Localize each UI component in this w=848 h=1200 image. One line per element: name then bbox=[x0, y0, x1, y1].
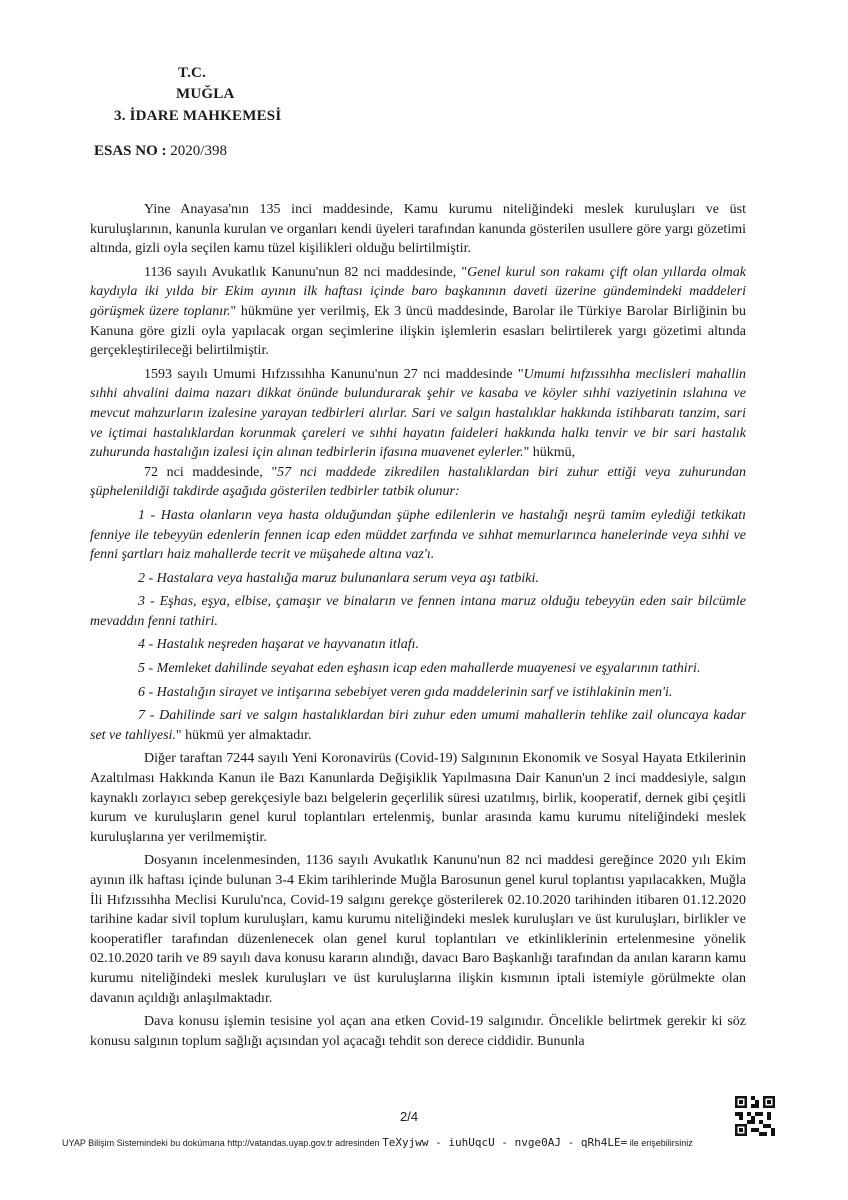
case-number-value: 2020/398 bbox=[170, 143, 227, 159]
header-country: T.C. bbox=[178, 65, 207, 81]
page-number: 2/4 bbox=[400, 1109, 419, 1124]
footer-verification bbox=[62, 1136, 693, 1149]
case-number-label: ESAS NO : bbox=[94, 143, 167, 159]
paragraph: Yine Anayasa'nın 135 inci maddesinde, Kamu kurumu niteliğindeki meslek kuruluşları ve üst kuruluşlarının, kanunla kurulan ve organları kendi üyeleri tarafından kanunda gösterilen usullere göre yargı gözetimi altında, gizli oyla seçilen kamu tüzel kişilikleri olduğu belirtilmiştir. bbox=[90, 202, 746, 257]
footer-suffix: ile erişebilirsiniz bbox=[629, 1138, 693, 1148]
list-item: 7 - Dahilinde sari ve salgın hastalıklardan biri zuhur eden umumi mahallerin tehlike zail oluncaya kadar set ve tahliyesi." hükmü yer almaktadır. bbox=[90, 708, 746, 743]
paragraph: Dosyanın incelenmesinden, 1136 sayılı Avukatlık Kanunu'nun 82 nci maddesi gereğince 2020 yılı Ekim ayının ilk haftası içinde bulunan 3-4 Ekim tarihlerinde Muğla Barosunun genel kurul toplantısı yapılacakken, Muğla İli Hıfzıssıhha Meclisi Kurulu'nca, Covid-19 salgını gerekçe gösterilerek 02.10.2020 tarihinden itibaren 01.12.2020 tarihine kadar sivil toplum kuruluşları, kamu kurumu niteliğindeki meslek kuruluşları ve üst kuruluşları, birlikler ve kooperatifler tarafından düzenlenecek olan genel kurul toplantıları ve etkinliklerinin ertelenmesine yönelik 02.10.2020 tarih ve 89 sayılı dava konusu kararın alındığı, davacı Baro Başkanlığı tarafından da anılan kararın kamu kurumu niteliğindeki meslek kuruluşları ve üst kuruluşlarına ilişkin kısmının iptali istemiyle görülmekte olan davanın açıldığı anlaşılmaktadır. bbox=[90, 853, 746, 1006]
paragraph: Diğer taraftan 7244 sayılı Yeni Koronavirüs (Covid-19) Salgınının Ekonomik ve Sosyal Hayata Etkilerinin Azaltılması Hakkında Kanun ile Bazı Kanunlarda Değişiklik Yapılmasına Dair Kanun'un 2 inci maddesiyle, salgın kaynaklı zorlayıcı sebep gerekçesiyle bazı belgelerin geçerlilik süresi uzatılmış, birlik, kooperatif, dernek gibi çeşitli kurum ve kuruluşların genel kurul toplantıları ertelenmiş, bunlar arasında kamu kurumu niteliğindeki meslek kuruluşlarına yer verilmemiştir. bbox=[90, 751, 746, 845]
header-court: 3. İDARE MAHKEMESİ bbox=[114, 108, 282, 124]
list-item: 5 - Memleket dahilinde seyahat eden eşhasın icap eden mahallerde muayenesi ve eşyalarının tathiri. bbox=[138, 661, 701, 677]
list-item: 2 - Hastalara veya hastalığa maruz bulunanlara serum veya aşı tatbiki. bbox=[138, 570, 539, 586]
paragraph: 1593 sayılı Umumi Hıfzıssıhha Kanunu'nun 27 nci maddesinde "Umumi hıfzıssıhha meclisleri mahallin sıhhi ahvalini daima nazarı dikkat önünde bulundurarak şehir ve kasaba ve köyler sıhhi vaziyetinin ıslahına ve mevcut mahzurların izalesine yarayan tedbirleri alırlar. Sari ve salgın hastalıklar hakkında istihbaratı tanzim, sari ve içtimai hastalıklardan korunmak çareleri ve sıhhi hayatın faideleri hakkında halkı tenvir ve bir sari hastalık zuhurunda hastalığın izalesi için alınan tedbirlerin ifasına muavenet eylerler." hükmü, bbox=[90, 366, 746, 461]
list-item: 3 - Eşhas, eşya, elbise, çamaşır ve binaların ve fennen intana maruz olduğu tebeyyün eden sair bilcümle mevaddın fenni tathiri. bbox=[90, 594, 746, 629]
list-item: 4 - Hastalık neşreden haşarat ve hayvanatın itlafı. bbox=[138, 637, 419, 653]
footer-text: UYAP Bilişim Sistemindeki bu dokümana http://vatandas.uyap.gov.tr adresinden bbox=[62, 1138, 380, 1148]
paragraph: 1136 sayılı Avukatlık Kanunu'nun 82 nci maddesinde, "Genel kurul son rakamı çift olan yıllarda olmak kaydıyla iki yılda bir Ekim ayının ilk haftası içinde baro başkanının daveti üzerine gündemindeki maddeleri görüşmek üzere toplanır." hükmüne yer verilmiş, Ek 3 üncü maddesinde, Barolar ile Türkiye Barolar Birliğinin bu Kanuna göre gizli oyla yapılacak organ seçimlerine ilişkin işlemlerin esasları belirtilerek yargı gözetimi altında gerçekleştirileceği belirtilmiştir. bbox=[90, 264, 747, 359]
header-city: MUĞLA bbox=[176, 86, 235, 102]
qr-code-icon bbox=[735, 1096, 775, 1136]
verification-code: TeXyjww - iuhUqcU - nvge0AJ - qRh4LE= bbox=[382, 1136, 628, 1149]
paragraph: 72 nci maddesinde, "57 nci maddede zikredilen hastalıklardan biri zuhur ettiği veya zuhurundan şüphelenildiği takdirde aşağıda gösterilen tedbirler tatbik olunur: bbox=[90, 464, 747, 500]
list-item: 6 - Hastalığın sirayet ve intişarına sebebiyet veren gıda maddelerinin sarf ve istihlakinin men'i. bbox=[138, 684, 673, 700]
case-number bbox=[94, 143, 227, 160]
list-item: 1 - Hasta olanların veya hasta olduğundan şüphe edilenlerin ve hastalığı neşrü tamim eylediği tetkikatı fenniye ile tebeyyün edenlerin fennen icap eden müddet zarfında ve sıhhat memurlarınca hanelerinde veya sıhhi ve fenni şartları haiz mahallerde tecrit ve müşahede altına vaz'ı. bbox=[90, 507, 746, 563]
paragraph: Dava konusu işlemin tesisine yol açan ana etken Covid-19 salgınıdır. Öncelikle belirtmek gerekir ki söz konusu salgının toplum sağlığı açısından yol açacağı tehdit son derece ciddidir. Bununla bbox=[90, 1014, 746, 1049]
document-body bbox=[90, 200, 746, 1051]
